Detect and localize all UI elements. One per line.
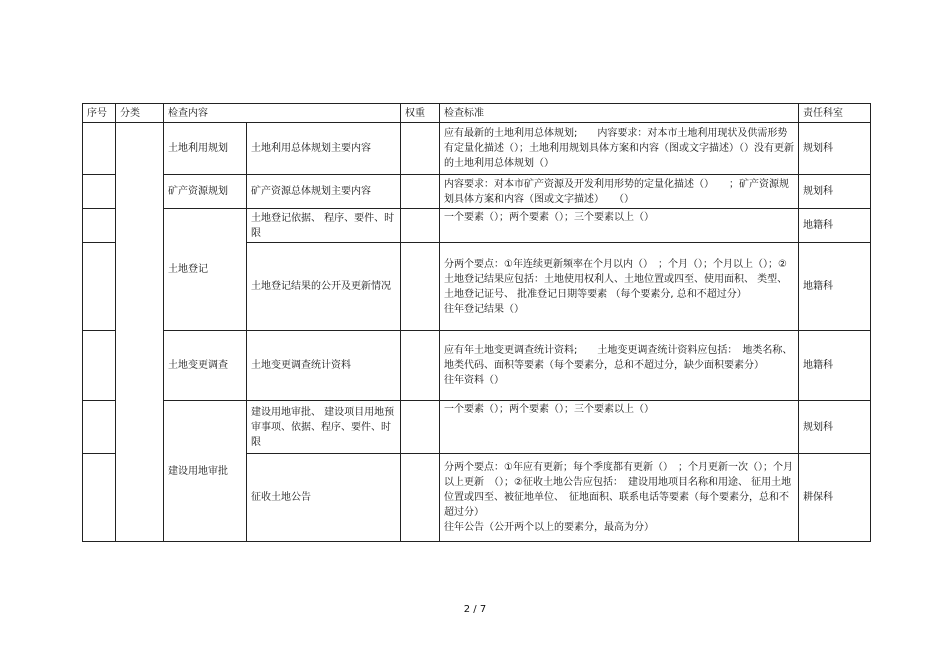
standard-line: 往年资料（） (444, 375, 504, 386)
table-row (83, 401, 871, 454)
standard-line: 一个要素（）；两个要素（）；三个要素以上（） (444, 212, 654, 223)
seq-cell (83, 331, 116, 401)
header-standard: 检查标准 (440, 104, 799, 123)
subcategory-cell: 土地登记 (164, 209, 247, 331)
table-row (83, 331, 871, 401)
page-number: 2 / 7 (463, 604, 487, 615)
table-row (83, 209, 871, 243)
header-weight: 权重 (401, 104, 440, 123)
standard-line: 一个要素（）；两个要素（）；三个要素以上（） (444, 404, 654, 415)
dept-cell: 地籍科 (799, 331, 871, 401)
subcategory-cell: 土地变更调查 (164, 331, 247, 401)
standard-line: 分两个要点：①年应有更新；每个季度都有更新（） ；个月更新一次（）；个月以上更新 （）；②征收土地公告应包括： 建设用地项目名称和用途、 征用土地位置或四至、被征地单位、 征地面积、联系电话等要素（每个要素分，总和不超过分） (444, 462, 793, 518)
table-row (83, 123, 871, 175)
subcategory-cell: 建设用地审批 (164, 401, 247, 542)
table-header-row (83, 104, 871, 123)
standard-cell (440, 175, 799, 209)
weight-cell (401, 331, 440, 401)
subcategory-cell: 土地利用规划 (164, 123, 247, 175)
dept-cell: 耕保科 (799, 454, 871, 542)
content-cell: 土地利用总体规划主要内容 (247, 123, 401, 175)
content-cell: 土地登记结果的公开及更新情况 (247, 243, 401, 331)
standard-line: 分两个要点：①年连续更新频率在个月以内（） ；个月（）；个月以上（）；②土地登记结果应包括：土地使用权利人、土地位置或四至、使用面积、 类型、土地登记证号、 批准登记日期等要素 （每个要素分, 总和不超过分） (444, 258, 788, 300)
dept-cell: 地籍科 (799, 243, 871, 331)
standard-cell (440, 209, 799, 243)
header-content: 检查内容 (164, 104, 401, 123)
seq-cell (83, 243, 116, 331)
weight-cell (401, 175, 440, 209)
header-dept: 责任科室 (799, 104, 871, 123)
standard-cell (440, 123, 799, 175)
subcategory-cell: 矿产资源规划 (164, 175, 247, 209)
seq-cell (83, 123, 116, 175)
standard-cell (440, 454, 799, 542)
standard-cell (440, 331, 799, 401)
content-cell: 建设用地审批、 建设项目用地预审事项、依据、程序、要件、时限 (247, 401, 401, 454)
header-category: 分类 (116, 104, 164, 123)
seq-cell (83, 401, 116, 454)
weight-cell (401, 243, 440, 331)
category-cell (116, 123, 164, 542)
standard-line: 内容要求：对本市矿产资源及开发利用形势的定量化描述（） ；矿产资源规划具体方案和内容（图或文字描述） （） (444, 178, 789, 205)
weight-cell (401, 454, 440, 542)
dept-cell: 规划科 (799, 123, 871, 175)
standard-line: 往年公告（公开两个以上的要素分，最高为分） (444, 522, 654, 533)
weight-cell (401, 209, 440, 243)
inspection-table (82, 103, 871, 542)
standard-line: 应有最新的土地利用总体规划; 内容要求：对本市土地利用现状及供需形势有定量化描述（）；土地利用规划具体方案和内容（图或文字描述）（）没有更新的土地利用总体规划（） (444, 128, 794, 169)
seq-cell (83, 175, 116, 209)
content-cell: 土地变更调查统计资料 (247, 331, 401, 401)
weight-cell (401, 401, 440, 454)
table-row (83, 175, 871, 209)
standard-line: 应有年土地变更调查统计资料; 土地变更调查统计资料应包括： 地类名称、地类代码、面积等要素（每个要素分，总和不超过分，缺少面积要素分） (444, 345, 793, 371)
seq-cell (83, 209, 116, 243)
dept-cell: 规划科 (799, 175, 871, 209)
dept-cell: 地籍科 (799, 209, 871, 243)
standard-cell (440, 243, 799, 331)
content-cell: 矿产资源总体规划主要内容 (247, 175, 401, 209)
content-cell: 土地登记依据、 程序、要件、时限 (247, 209, 401, 243)
standard-cell (440, 401, 799, 454)
header-seq: 序号 (83, 104, 116, 123)
dept-cell: 规划科 (799, 401, 871, 454)
content-cell: 征收土地公告 (247, 454, 401, 542)
standard-line: 往年登记结果（） (444, 303, 524, 315)
weight-cell (401, 123, 440, 175)
seq-cell (83, 454, 116, 542)
